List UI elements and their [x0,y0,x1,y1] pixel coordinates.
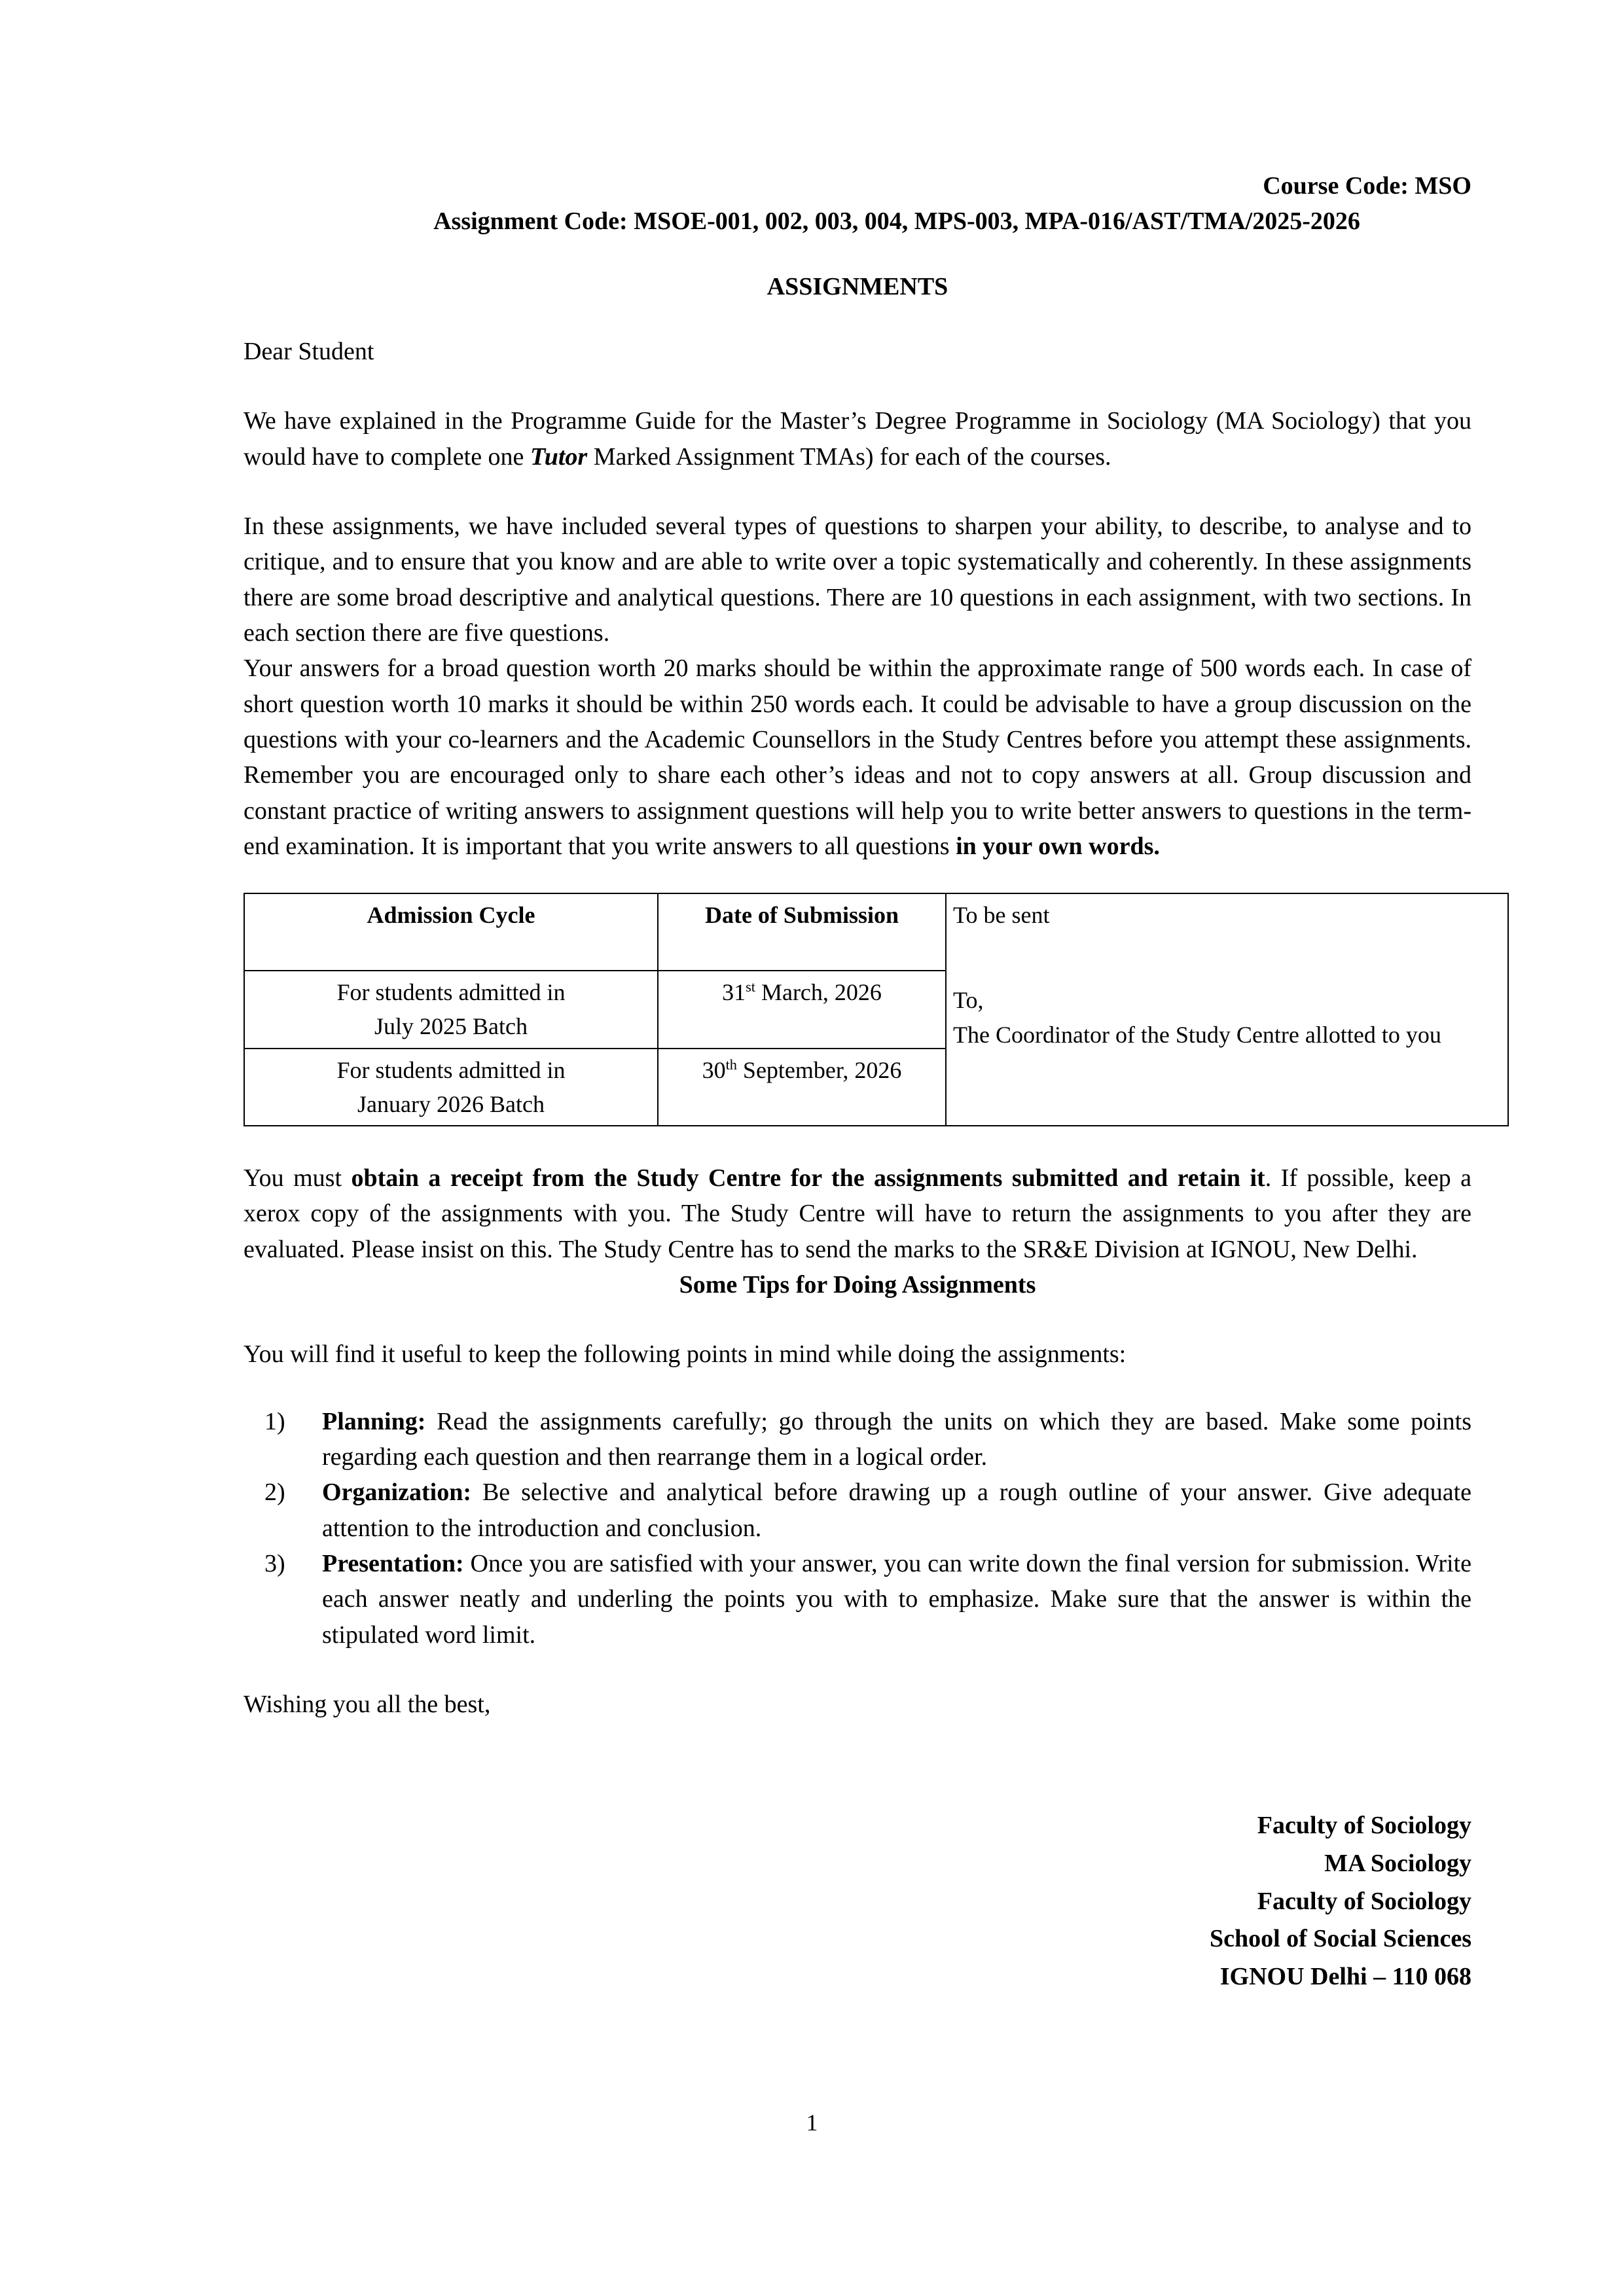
assignment-code-line: Assignment Code: MSOE-001, 002, 003, 004, MPS-003, MPA-016/AST/TMA/2025-2026 [433,207,1360,235]
tip-number-2: 2) [264,1479,285,1507]
tip-text-organization: Be selective and analytical before drawing up a rough outline of your answer. Give adequate attention to the introduction and conclusion. [322,1479,1471,1542]
date-march-day: 31 [722,979,746,1006]
paragraph-receipt-part1: You must [244,1164,352,1192]
closing-line: Wishing you all the best, [244,1690,491,1718]
list-item [264,1475,1471,1546]
paragraph-word-limits [244,651,1471,864]
paragraph-question-types: In these assignments, we have included several types of questions to sharpen your ability, to describe, to analyse and to critique, and to ensure that you know and are able to write over a topic systematically and coherently. In these assignments there are some broad descriptive and analytical questions. There are 10 questions in each assignment, with two sections. In each section there are five questions. [244,512,1471,647]
table-cell-cycle-july [244,971,658,1048]
spacer [244,1372,1471,1404]
table-cell-to-be-sent [946,893,1508,1126]
paragraph-receipt [244,1160,1471,1267]
paragraph-intro-part2: Marked Assignment TMAs) for each of the courses. [587,442,1111,471]
spacer [244,1653,1471,1687]
tip-text-planning: Read the assignments carefully; go through the units on which they are based. Make some points regarding each question and then rearrange them in a logical order. [322,1407,1471,1471]
signature-line-1: Faculty of Sociology [1257,1812,1471,1840]
spacer [244,475,1471,509]
tutor-emphasis: Tutor [530,442,588,471]
table-cell-date-march [658,971,946,1048]
document-content [244,0,1471,1996]
submission-schedule-table [244,893,1509,1126]
cycle-january-line1: For students admitted in [336,1056,566,1083]
paragraph-intro-part1: We have explained in the Programme Guide for the Master’s Degree Programme in Sociology (MA Sociology) that you would have to complete one [244,407,1471,471]
table-cell-date-september [658,1049,946,1126]
tips-heading: Some Tips for Doing Assignments [679,1270,1036,1299]
to-be-sent-salutation: To, [953,987,984,1014]
page-number: 1 [806,2109,818,2136]
spacer [244,1302,1471,1336]
to-be-sent-address: The Coordinator of the Study Centre allotted to you [953,1021,1441,1048]
receipt-emphasis: obtain a receipt from the Study Centre for the assignments submitted and retain it [351,1164,1265,1192]
page-title: ASSIGNMENTS [767,272,948,300]
paragraph-intro [244,403,1471,475]
tips-intro: You will find it useful to keep the following points in mind while doing the assignments: [244,1340,1127,1369]
table-header-admission-cycle: Admission Cycle [244,893,658,971]
table-header-date-of-submission: Date of Submission [658,893,946,971]
cycle-july-line2: July 2025 Batch [374,1013,528,1040]
spacer [244,1722,1471,1807]
tip-text-presentation: Once you are satisfied with your answer, you can write down the final version for submission. Write each answer neatly and underling the points you with to emphasize. Make sure that the answer is within the stipulated word limit. [322,1549,1471,1649]
paragraph-receipt-part2: . If possible, keep a xerox copy of the assignments with you. The Study Centre will have to return the assignments to you after they are evaluated. Please insist on this. The Study Centre has to send the marks to the SR&E Division at IGNOU, New Delhi. [244,1164,1472,1263]
tip-number-1: 1) [264,1407,285,1435]
list-item [264,1546,1471,1653]
paragraph-word-limits-text: Your answers for a broad question worth 20 marks should be within the approximate range of 500 words each. In case of short question worth 10 marks it should be within 250 words each. It could be advisable to have a group discussion on the questions with your co-learners and the Academic Counsellors in the Study Centres before you attempt these assignments. Remember you are encouraged only to share each other’s ideas and not to copy answers at all. Group discussion and constant practice of writing answers to assignment questions will help you to write better answers to questions in the term-end examination. It is important that you write answers to all questions [244,655,1471,860]
spacer [244,1126,1471,1160]
cycle-july-line1: For students admitted in [336,979,566,1006]
cycle-january-line2: January 2026 Batch [357,1090,545,1117]
date-september-day: 30 [702,1056,726,1083]
own-words-emphasis: in your own words. [956,832,1160,860]
table-cell-cycle-january [244,1049,658,1126]
tip-label-organization: Organization: [322,1479,471,1507]
date-september-suffix: th [725,1056,737,1073]
spacer [953,932,1501,983]
list-item [264,1404,1471,1475]
tip-label-presentation: Presentation: [322,1549,464,1577]
signature-block [244,1807,1471,1996]
course-code-line: Course Code: MSO [1263,172,1471,200]
signature-line-3: Faculty of Sociology [1257,1887,1471,1915]
spacer [244,369,1471,403]
tips-list [244,1404,1471,1653]
signature-line-4: School of Social Sciences [1209,1925,1471,1953]
signature-line-5: IGNOU Delhi – 110 068 [1219,1963,1471,1991]
tip-number-3: 3) [264,1549,285,1577]
signature-line-2: MA Sociology [1324,1849,1471,1877]
date-march-rest: March, 2026 [755,979,882,1006]
to-be-sent-header: To be sent [953,902,1050,929]
salutation: Dear Student [244,337,374,365]
date-march-suffix: st [746,978,755,996]
table-header-row [244,893,1508,971]
date-september-rest: September, 2026 [736,1056,902,1083]
tip-label-planning: Planning: [322,1407,426,1435]
